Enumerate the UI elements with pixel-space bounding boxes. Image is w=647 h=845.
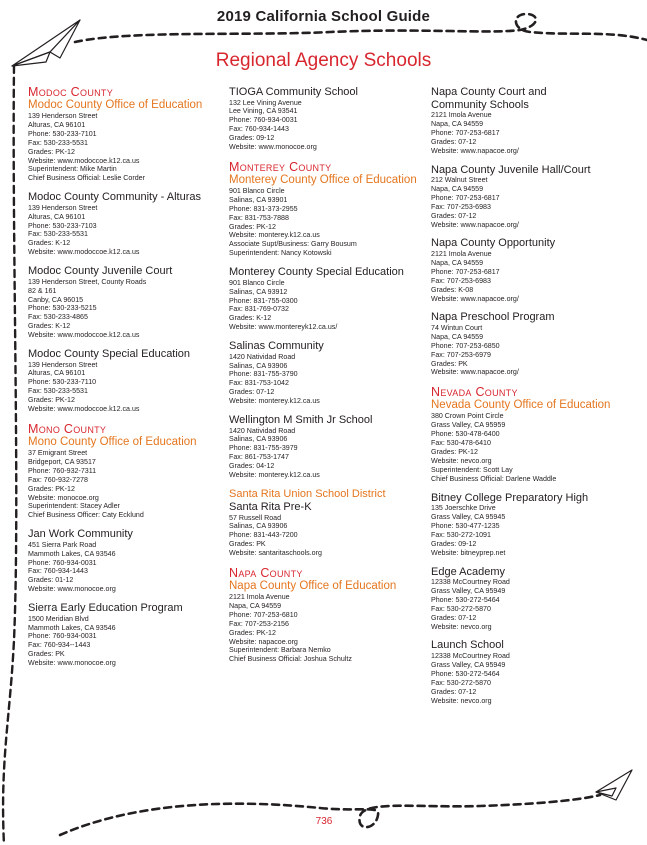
school-detail-line: Grades: K-12 [28, 322, 71, 331]
page-number: 736 [315, 816, 333, 827]
office-of-education-heading: Mono County Office of Education [28, 435, 197, 448]
school-detail-line: Website: napacoe.org [229, 637, 298, 646]
school-detail-line: 2121 Imola Avenue [431, 249, 492, 258]
school-detail-line: Phone: 831-443-7200 [229, 531, 298, 540]
school-name: Modoc County Special Education [28, 348, 191, 361]
school-detail-line: Salinas, CA 93912 [229, 287, 288, 296]
school-detail-line: 1420 Natividad Road [229, 352, 296, 361]
school-detail-line: Website: www.napacoe.org/ [431, 368, 519, 377]
school-detail-line: Phone: 760-934-0031 [28, 632, 97, 641]
school-detail-line: Phone: 707-253-6850 [431, 341, 500, 350]
school-name: Napa County Juvenile Hall/Court [431, 163, 591, 176]
school-entry [431, 385, 631, 483]
school-detail-line: Salinas, CA 93906 [229, 435, 288, 444]
school-detail-line: Website: www.modoccoe.k12.ca.us [28, 156, 140, 165]
school-detail-line: Fax: 530-233-5531 [28, 138, 88, 147]
school-name: Community Schools [431, 98, 529, 111]
school-detail-line: Grades: 01-12 [28, 576, 74, 585]
school-detail-line: Phone: 530-233-7101 [28, 129, 97, 138]
school-detail-line: Napa, CA 94559 [431, 184, 484, 193]
school-name: Wellington M Smith Jr School [229, 414, 373, 427]
county-heading: Mono County [28, 421, 107, 436]
school-detail-line: Phone: 530-272-5464 [431, 669, 500, 678]
office-of-education-heading: Monterey County Office of Education [229, 173, 417, 186]
school-detail-line: Website: www.modoccoe.k12.ca.us [28, 331, 140, 340]
county-heading: Nevada County [431, 385, 518, 400]
school-detail-line: Fax: 530-272-1091 [431, 530, 491, 539]
school-name: Salinas Community [229, 340, 324, 353]
school-name: Launch School [431, 639, 504, 652]
school-entry [431, 639, 631, 705]
school-detail-line: Superintendent: Stacey Adler [28, 502, 120, 511]
school-detail-line: Phone: 530-477-1235 [431, 521, 500, 530]
school-detail-line: Superintendent: Barbara Nemko [229, 646, 331, 655]
guide-title: 2019 California School Guide [216, 8, 431, 25]
school-detail-line: Phone: 760-932-7311 [28, 466, 97, 475]
school-detail-line: Salinas, CA 93906 [229, 361, 288, 370]
school-detail-line: Grades: PK [431, 359, 468, 368]
school-detail-line: Fax: 707-253-6983 [431, 202, 491, 211]
school-detail-line: Grades: 07-12 [229, 388, 275, 397]
school-detail-line: Alturas, CA 96101 [28, 369, 86, 378]
district-heading: Santa Rita Union School District [229, 488, 386, 500]
school-detail-line: Lee Vining, CA 93541 [229, 107, 298, 116]
school-name: Santa Rita Pre-K [229, 501, 312, 513]
school-detail-line: Website: nevco.org [431, 622, 492, 631]
school-name: TIOGA Community School [229, 86, 358, 98]
school-detail-line: Fax: 707-253-6979 [431, 350, 491, 359]
school-detail-line: Grades: K-12 [28, 239, 71, 248]
school-detail-line: Chief Business Official: Leslie Corder [28, 174, 145, 183]
school-detail-line: Grades: PK-12 [229, 222, 276, 231]
school-detail-line: Fax: 530-272-5870 [431, 604, 491, 613]
school-detail-line: Phone: 707-253-6817 [431, 267, 500, 276]
school-detail-line: Phone: 530-233-7103 [28, 221, 97, 230]
column-right [431, 86, 631, 713]
school-detail-line: Phone: 707-253-6817 [431, 193, 500, 202]
school-detail-line: Fax: 760-932-7278 [28, 475, 88, 484]
school-detail-line: 380 Crown Point Circle [431, 412, 504, 421]
school-detail-line: Alturas, CA 96101 [28, 212, 86, 221]
office-of-education-heading: Napa County Office of Education [229, 580, 397, 593]
school-detail-line: Napa, CA 94559 [229, 601, 282, 610]
school-detail-line: Phone: 530-272-5464 [431, 595, 500, 604]
school-detail-line: 82 & 161 [28, 286, 57, 295]
school-detail-line: 139 Henderson Street [28, 203, 98, 212]
school-detail-line: Chief Business Official: Joshua Schultz [229, 655, 352, 664]
school-detail-line: Phone: 530-233-5215 [28, 304, 97, 313]
school-detail-line: Grades: 07-12 [431, 211, 477, 220]
school-detail-line: Website: www.napacoe.org/ [431, 146, 519, 155]
school-detail-line: 139 Henderson Street [28, 360, 98, 369]
flight-path-bottom [60, 795, 600, 835]
school-detail-line: Website: monterey.k12.ca.us [229, 471, 320, 480]
column-middle [229, 86, 419, 672]
school-detail-line: Grades: PK [229, 540, 266, 549]
school-detail-line: Mammoth Lakes, CA 93546 [28, 549, 116, 558]
school-detail-line: Website: nevco.org [431, 696, 492, 705]
school-detail-line: Napa, CA 94559 [431, 258, 484, 267]
school-detail-line: Website: santaritaschools.org [229, 549, 322, 558]
school-name: Sierra Early Education Program [28, 602, 183, 615]
school-detail-line: 2121 Imola Avenue [431, 111, 492, 119]
school-detail-line: Grass Valley, CA 95959 [431, 421, 506, 430]
school-detail-line: 132 Lee Vining Avenue [229, 98, 302, 107]
school-detail-line: Fax: 861-753-1747 [229, 453, 289, 462]
flight-path-left [3, 66, 16, 845]
county-heading: Monterey County [229, 159, 332, 174]
school-detail-line: 135 Joerschke Drive [431, 504, 496, 513]
school-detail-line: 451 Sierra Park Road [28, 540, 97, 549]
school-entry [28, 348, 213, 414]
school-detail-line: Superintendent: Nancy Kotowski [229, 249, 332, 258]
school-detail-line: Grass Valley, CA 95949 [431, 660, 506, 669]
school-detail-line: Grades: K-08 [431, 285, 474, 294]
school-detail-line: Grades: 04-12 [229, 462, 275, 471]
school-entry [431, 237, 631, 303]
school-detail-line: Canby, CA 96015 [28, 295, 84, 304]
paper-plane-icon [596, 770, 632, 800]
school-detail-line: Alturas, CA 96101 [28, 120, 86, 129]
school-detail-line: Grades: 07-12 [431, 137, 477, 146]
school-detail-line: Phone: 530-233-7110 [28, 378, 97, 387]
school-entry [431, 86, 631, 156]
school-detail-line: Phone: 831-755-3979 [229, 444, 298, 453]
school-entry [28, 602, 213, 668]
school-detail-line: Fax: 530-478-6410 [431, 439, 491, 448]
school-detail-line: Website: bitneyprep.net [431, 548, 506, 557]
school-detail-line: 57 Russell Road [229, 513, 282, 522]
county-heading: Modoc County [28, 85, 114, 99]
school-detail-line: Phone: 707-253-6817 [431, 128, 500, 137]
school-detail-line: Napa, CA 94559 [431, 332, 484, 341]
school-detail-line: Fax: 530-233-5531 [28, 230, 88, 239]
school-detail-line: Mammoth Lakes, CA 93546 [28, 623, 116, 632]
school-entry [229, 86, 419, 152]
school-detail-line: Associate Supt/Business: Garry Bousum [229, 240, 357, 249]
school-detail-line: Phone: 831-755-3790 [229, 370, 298, 379]
school-entry [28, 85, 213, 183]
school-detail-line: Chief Business Official: Darlene Waddle [431, 474, 557, 483]
office-of-education-heading: Nevada County Office of Education [431, 399, 611, 412]
school-detail-line: 2121 Imola Avenue [229, 593, 290, 602]
school-detail-line: Fax: 530-272-5870 [431, 678, 491, 687]
school-detail-line: Fax: 760-934-1443 [229, 125, 289, 134]
school-entry [229, 266, 419, 332]
school-detail-line: Website: www.monocoe.org [28, 659, 116, 668]
school-name: Modoc County Community - Alturas [28, 191, 202, 204]
school-detail-line: Grades: PK-12 [229, 628, 276, 637]
school-detail-line: Fax: 707-253-2156 [229, 619, 289, 628]
school-detail-line: Phone: 707-253-6810 [229, 610, 298, 619]
school-detail-line: Grades: PK-12 [431, 447, 478, 456]
school-detail-line: Website: www.modoccoe.k12.ca.us [28, 248, 140, 257]
school-detail-line: Phone: 831-755-0300 [229, 296, 298, 305]
school-detail-line: Website: monterey.k12.ca.us [229, 231, 320, 240]
school-name: Monterey County Special Education [229, 266, 404, 279]
school-entry [28, 422, 213, 520]
school-detail-line: Website: www.monocoe.org [229, 143, 317, 152]
school-name: Napa County Opportunity [431, 237, 556, 250]
school-detail-line: Salinas, CA 93901 [229, 195, 288, 204]
office-of-education-heading: Modoc County Office of Education [28, 99, 203, 111]
school-name: Napa Preschool Program [431, 311, 555, 324]
school-detail-line: Website: www.napacoe.org/ [431, 294, 519, 303]
column-left [28, 85, 213, 676]
school-entry [229, 340, 419, 406]
school-detail-line: Grades: PK [28, 650, 65, 659]
school-detail-line: Website: www.napacoe.org/ [431, 220, 519, 229]
school-detail-line: Grades: K-12 [229, 314, 272, 323]
school-detail-line: Chief Business Officer: Caty Ecklund [28, 511, 144, 520]
school-name: Napa County Court and [431, 86, 547, 98]
school-entry [431, 492, 631, 558]
school-entry [229, 160, 419, 258]
school-detail-line: 139 Henderson Street, County Roads [28, 277, 147, 286]
school-detail-line: Fax: 760-934-1443 [28, 567, 88, 576]
school-detail-line: Fax: 530-233-5531 [28, 387, 88, 396]
school-detail-line: 37 Emigrant Street [28, 448, 88, 457]
school-detail-line: 12338 McCourtney Road [431, 651, 510, 660]
school-detail-line: 1500 Meridian Blvd [28, 614, 89, 623]
school-entry [28, 191, 213, 257]
school-entry [431, 566, 631, 632]
school-detail-line: Phone: 831-373-2955 [229, 204, 298, 213]
school-detail-line: Grades: PK-12 [28, 396, 75, 405]
school-detail-line: Grass Valley, CA 95945 [431, 513, 506, 521]
school-detail-line: Grades: 07-12 [431, 687, 477, 696]
school-entry [431, 311, 631, 377]
school-entry [229, 414, 419, 480]
school-detail-line: 139 Henderson Street [28, 112, 98, 120]
school-detail-line: Phone: 760-934-0031 [28, 558, 97, 567]
school-detail-line: Grades: PK-12 [28, 147, 75, 156]
school-detail-line: Fax: 760-934--1443 [28, 641, 91, 650]
school-detail-line: Website: www.monocoe.org [28, 585, 116, 594]
school-entry [229, 566, 419, 664]
school-detail-line: Website: www.modoccoe.k12.ca.us [28, 405, 140, 414]
school-entry [229, 488, 419, 558]
school-detail-line: Fax: 831-753-1042 [229, 379, 289, 388]
school-detail-line: Fax: 831-769-0732 [229, 305, 289, 314]
school-detail-line: Napa, CA 94559 [431, 119, 484, 128]
school-detail-line: Fax: 530-233-4865 [28, 313, 88, 322]
school-detail-line: Website: monocoe.org [28, 493, 99, 502]
school-detail-line: 212 Walnut Street [431, 176, 488, 185]
school-detail-line: Website: nevco.org [431, 456, 492, 465]
school-name: Edge Academy [431, 565, 505, 578]
school-detail-line: Grass Valley, CA 95949 [431, 586, 506, 595]
school-detail-line: Salinas, CA 93906 [229, 522, 288, 531]
school-entry [28, 528, 213, 594]
school-detail-line: 12338 McCourtney Road [431, 578, 510, 587]
county-heading: Napa County [229, 566, 303, 581]
school-detail-line: Grades: 09-12 [229, 134, 275, 143]
school-detail-line: Website: www.montereyk12.ca.us/ [229, 323, 338, 332]
school-entry [28, 265, 213, 340]
school-detail-line: 901 Blanco Circle [229, 278, 285, 287]
school-detail-line: Grades: 09-12 [431, 539, 477, 548]
school-name: Modoc County Juvenile Court [28, 265, 173, 278]
school-entry [431, 164, 631, 230]
school-name: Bitney College Preparatory High [431, 491, 589, 504]
school-detail-line: Grades: PK-12 [28, 484, 75, 493]
school-name: Jan Work Community [28, 528, 133, 541]
school-detail-line: Fax: 707-253-6983 [431, 276, 491, 285]
school-detail-line: Superintendent: Scott Lay [431, 465, 513, 474]
school-detail-line: Fax: 831-753-7888 [229, 213, 289, 222]
section-title: Regional Agency Schools [215, 50, 432, 71]
school-detail-line: 901 Blanco Circle [229, 186, 285, 195]
school-detail-line: Phone: 760-934-0031 [229, 116, 298, 125]
school-detail-line: Grades: 07-12 [431, 613, 477, 622]
school-detail-line: Phone: 530-478-6400 [431, 430, 500, 439]
school-detail-line: Superintendent: Mike Martin [28, 165, 117, 174]
school-detail-line: 74 Wintun Court [431, 323, 483, 332]
school-detail-line: Website: monterey.k12.ca.us [229, 397, 320, 406]
school-detail-line: 1420 Natividad Road [229, 426, 296, 435]
school-detail-line: Bridgeport, CA 93517 [28, 457, 96, 466]
